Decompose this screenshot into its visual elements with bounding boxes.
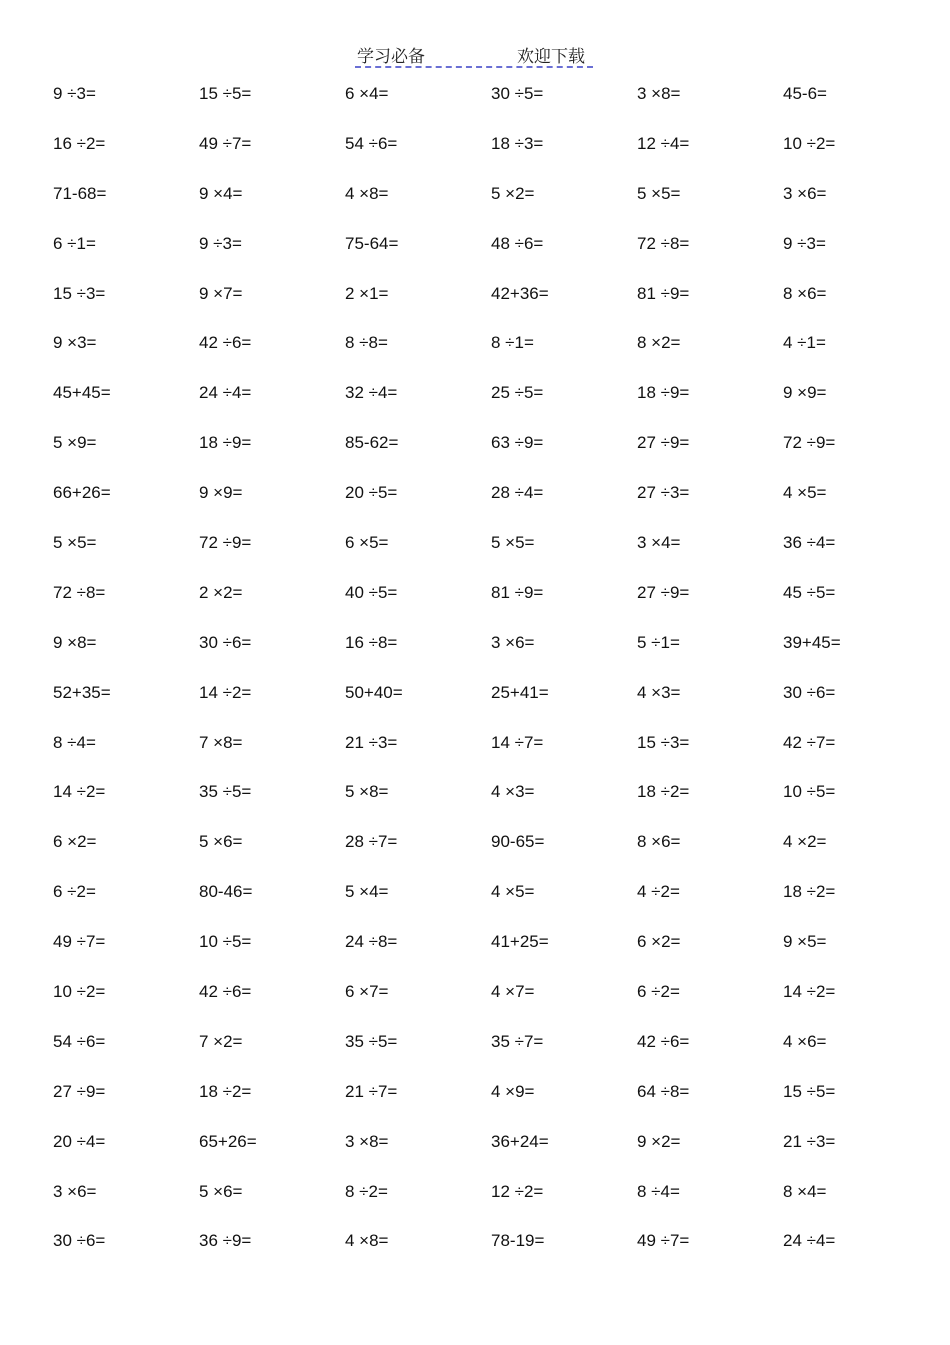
math-problem: 64 ÷8=: [637, 1081, 690, 1101]
math-problem: 8 ÷2=: [345, 1181, 388, 1201]
math-problem: 9 ×9=: [783, 383, 827, 403]
math-problem: 3 ×6=: [783, 183, 827, 203]
math-problem: 4 ×3=: [491, 782, 535, 802]
math-problem: 4 ×6=: [783, 1031, 827, 1051]
math-problem: 6 ÷1=: [53, 233, 96, 253]
math-problem: 30 ÷5=: [491, 84, 544, 103]
math-problem: 20 ÷4=: [53, 1131, 106, 1151]
math-problem: 80-46=: [199, 882, 253, 902]
math-problem: 14 ÷2=: [199, 682, 252, 702]
math-problem: 50+40=: [345, 682, 403, 702]
math-problem: 9 ×7=: [199, 283, 243, 303]
math-problem: 10 ÷2=: [783, 133, 836, 153]
math-problem: 75-64=: [345, 233, 399, 253]
math-problem: 3 ×4=: [637, 533, 681, 553]
math-problem: 15 ÷3=: [637, 732, 690, 752]
math-problem: 36+24=: [491, 1131, 549, 1151]
math-problem: 2 ×1=: [345, 283, 389, 303]
math-problem: 4 ÷1=: [783, 333, 826, 353]
math-problem: 15 ÷5=: [199, 84, 252, 103]
math-problem: 9 ÷3=: [783, 233, 826, 253]
header-right-text: 欢迎下载: [517, 47, 585, 67]
math-problem: 18 ÷9=: [199, 433, 252, 453]
math-problem: 9 ×3=: [53, 333, 97, 353]
math-problem: 6 ÷2=: [637, 982, 680, 1002]
math-problem: 30 ÷6=: [783, 682, 836, 702]
math-problem: 10 ÷2=: [53, 982, 106, 1002]
math-problem: 14 ÷2=: [783, 982, 836, 1002]
math-problem: 18 ÷2=: [783, 882, 836, 902]
math-problem: 63 ÷9=: [491, 433, 544, 453]
math-problem: 9 ×8=: [53, 632, 97, 652]
math-problem: 12 ÷4=: [637, 133, 690, 153]
math-problem: 42 ÷7=: [783, 732, 836, 752]
math-problem: 8 ×2=: [637, 333, 681, 353]
math-problem: 4 ×5=: [783, 483, 827, 503]
math-problem: 27 ÷9=: [53, 1081, 106, 1101]
math-problem: 42 ÷6=: [199, 982, 252, 1002]
math-problem: 21 ÷3=: [783, 1131, 836, 1151]
math-problem: 72 ÷8=: [637, 233, 690, 253]
math-problem: 40 ÷5=: [345, 582, 398, 602]
math-problem: 7 ×8=: [199, 732, 243, 752]
math-problem: 16 ÷8=: [345, 632, 398, 652]
math-problem: 8 ÷1=: [491, 333, 534, 353]
math-problem: 28 ÷4=: [491, 483, 544, 503]
math-problem: 18 ÷3=: [491, 133, 544, 153]
math-problem: 49 ÷7=: [199, 133, 252, 153]
math-problem: 3 ×8=: [345, 1131, 389, 1151]
math-problem: 72 ÷8=: [53, 582, 106, 602]
math-problem: 85-62=: [345, 433, 399, 453]
math-problem: 16 ÷2=: [53, 133, 106, 153]
math-problem: 35 ÷5=: [345, 1031, 398, 1051]
math-problem: 14 ÷2=: [53, 782, 106, 802]
math-problem: 8 ÷8=: [345, 333, 388, 353]
math-problem: 18 ÷9=: [637, 383, 690, 403]
math-problem: 49 ÷7=: [637, 1231, 690, 1251]
math-problem: 15 ÷5=: [783, 1081, 836, 1101]
math-problem: 3 ×6=: [491, 632, 535, 652]
math-problem: 2 ×2=: [199, 582, 243, 602]
math-problem: 18 ÷2=: [637, 782, 690, 802]
math-problem: 9 ÷3=: [199, 233, 242, 253]
math-problem: 9 ÷3=: [53, 84, 96, 103]
math-problem: 6 ×7=: [345, 982, 389, 1002]
math-problem: 4 ×7=: [491, 982, 535, 1002]
math-problem: 42+36=: [491, 283, 549, 303]
math-problem: 6 ÷2=: [53, 882, 96, 902]
math-problem: 45-6=: [783, 84, 827, 103]
math-problem: 72 ÷9=: [199, 533, 252, 553]
math-problem: 5 ×9=: [53, 433, 97, 453]
math-problem: 5 ×5=: [53, 533, 97, 553]
math-problem: 81 ÷9=: [637, 283, 690, 303]
math-problem: 10 ÷5=: [783, 782, 836, 802]
math-problem: 32 ÷4=: [345, 383, 398, 403]
math-problem: 4 ×3=: [637, 682, 681, 702]
math-problem: 5 ×6=: [199, 1181, 243, 1201]
math-problem: 18 ÷2=: [199, 1081, 252, 1101]
math-problem: 4 ×8=: [345, 1231, 389, 1251]
math-problem: 24 ÷4=: [199, 383, 252, 403]
math-problem: 30 ÷6=: [199, 632, 252, 652]
math-problem: 36 ÷9=: [199, 1231, 252, 1251]
math-problem: 27 ÷9=: [637, 433, 690, 453]
math-problem: 54 ÷6=: [53, 1031, 106, 1051]
math-problem: 45 ÷5=: [783, 582, 836, 602]
math-problem: 45+45=: [53, 383, 111, 403]
math-problem: 35 ÷7=: [491, 1031, 544, 1051]
math-problem: 20 ÷5=: [345, 483, 398, 503]
math-problem: 28 ÷7=: [345, 832, 398, 852]
math-problem: 10 ÷5=: [199, 932, 252, 952]
math-problem: 5 ×2=: [491, 183, 535, 203]
math-problem: 4 ×2=: [783, 832, 827, 852]
math-problem: 25+41=: [491, 682, 549, 702]
math-problem: 6 ×5=: [345, 533, 389, 553]
math-problem: 15 ÷3=: [53, 283, 106, 303]
math-problem: 81 ÷9=: [491, 582, 544, 602]
math-problem: 72 ÷9=: [783, 433, 836, 453]
math-problem: 8 ×4=: [783, 1181, 827, 1201]
math-problem: 6 ×2=: [637, 932, 681, 952]
math-problem: 21 ÷7=: [345, 1081, 398, 1101]
header-left-text: 学习必备: [357, 47, 425, 67]
math-problem: 36 ÷4=: [783, 533, 836, 553]
math-problem: 12 ÷2=: [491, 1181, 544, 1201]
math-problem: 90-65=: [491, 832, 545, 852]
math-problem: 27 ÷3=: [637, 483, 690, 503]
math-problem: 9 ×5=: [783, 932, 827, 952]
math-problem: 41+25=: [491, 932, 549, 952]
math-problem: 8 ÷4=: [53, 732, 96, 752]
math-problem: 48 ÷6=: [491, 233, 544, 253]
math-problem: 9 ×9=: [199, 483, 243, 503]
math-problem: 7 ×2=: [199, 1031, 243, 1051]
math-problem: 24 ÷4=: [783, 1231, 836, 1251]
math-problem: 24 ÷8=: [345, 932, 398, 952]
math-problem: 65+26=: [199, 1131, 257, 1151]
math-problem: 66+26=: [53, 483, 111, 503]
math-problem: 5 ÷1=: [637, 632, 680, 652]
math-problem: 9 ×2=: [637, 1131, 681, 1151]
math-problem: 4 ×9=: [491, 1081, 535, 1101]
math-problem: 6 ×4=: [345, 84, 389, 103]
math-problem: 8 ×6=: [637, 832, 681, 852]
math-problem: 3 ×8=: [637, 84, 681, 103]
math-problem: 5 ×5=: [491, 533, 535, 553]
math-problem: 49 ÷7=: [53, 932, 106, 952]
math-problem: 4 ×5=: [491, 882, 535, 902]
math-problem: 30 ÷6=: [53, 1231, 106, 1251]
math-problem: 5 ×4=: [345, 882, 389, 902]
math-problem: 9 ×4=: [199, 183, 243, 203]
math-problem: 52+35=: [53, 682, 111, 702]
math-problem: 6 ×2=: [53, 832, 97, 852]
math-problem: 21 ÷3=: [345, 732, 398, 752]
math-problem: 78-19=: [491, 1231, 545, 1251]
math-problem: 5 ×8=: [345, 782, 389, 802]
math-problem: 42 ÷6=: [637, 1031, 690, 1051]
math-problem: 8 ÷4=: [637, 1181, 680, 1201]
math-problem: 35 ÷5=: [199, 782, 252, 802]
math-problem: 3 ×6=: [53, 1181, 97, 1201]
problem-grid: [53, 82, 929, 1279]
math-problem: 71-68=: [53, 183, 107, 203]
math-problem: 54 ÷6=: [345, 133, 398, 153]
math-problem: 5 ×6=: [199, 832, 243, 852]
math-problem: 4 ×8=: [345, 183, 389, 203]
page-header: [355, 40, 593, 68]
math-problem: 42 ÷6=: [199, 333, 252, 353]
math-problem: 4 ÷2=: [637, 882, 680, 902]
math-problem: 8 ×6=: [783, 283, 827, 303]
math-problem: 14 ÷7=: [491, 732, 544, 752]
math-problem: 27 ÷9=: [637, 582, 690, 602]
math-problem: 25 ÷5=: [491, 383, 544, 403]
math-problem: 39+45=: [783, 632, 841, 652]
math-problem: 5 ×5=: [637, 183, 681, 203]
